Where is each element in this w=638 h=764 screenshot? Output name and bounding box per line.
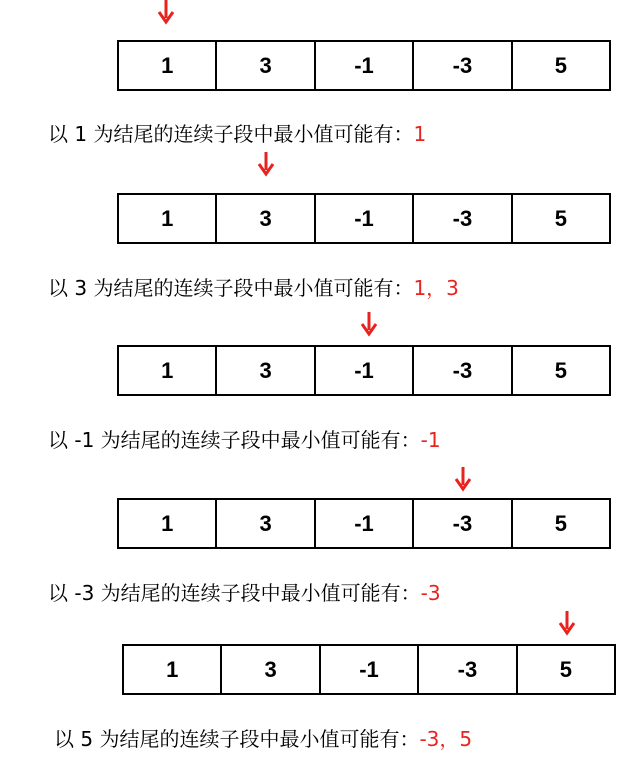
array-cell: 1 (161, 357, 174, 383)
result-text: 1，3 (413, 276, 459, 300)
caption-text: 以 -3 为结尾的连续子段中最小值可能有： (48, 581, 421, 605)
pointer-arrow-icon (453, 467, 473, 493)
array-cell: 3 (215, 347, 313, 394)
caption (48, 272, 459, 301)
caption-text: 以 3 为结尾的连续子段中最小值可能有： (48, 276, 414, 300)
caption-text: 以 -1 为结尾的连续子段中最小值可能有： (48, 428, 421, 452)
array-cell: 5 (511, 347, 609, 394)
pointer-arrow-icon (359, 312, 379, 338)
pointer-arrow-icon (256, 152, 276, 178)
array-cell: 5 (511, 500, 609, 547)
array-row (117, 40, 611, 91)
array-cell: 1 (161, 510, 174, 536)
array-cell: -3 (412, 42, 510, 89)
pointer-arrow-icon (156, 0, 176, 26)
caption-text: 以 5 为结尾的连续子段中最小值可能有： (54, 727, 420, 751)
array-cell: 3 (220, 646, 318, 693)
array-cell: 3 (215, 42, 313, 89)
result-text: -3 (420, 581, 441, 605)
array-cell: 5 (516, 646, 614, 693)
array-cell: 1 (161, 205, 174, 231)
array-cell: -1 (314, 500, 412, 547)
caption (48, 424, 441, 453)
array-cell: 1 (166, 656, 179, 682)
array-cell: -1 (314, 42, 412, 89)
array-cell: 3 (215, 195, 313, 242)
caption (54, 723, 472, 752)
pointer-arrow-icon (557, 611, 577, 637)
array-cell: 5 (511, 195, 609, 242)
array-row (122, 644, 616, 695)
array-cell: -1 (319, 646, 417, 693)
array-cell: -1 (314, 347, 412, 394)
array-cell: -3 (412, 347, 510, 394)
array-cell: 5 (511, 42, 609, 89)
result-text: -1 (420, 428, 441, 452)
result-text: 1 (413, 122, 427, 146)
caption (48, 577, 441, 606)
array-row (117, 193, 611, 244)
array-cell: 3 (215, 500, 313, 547)
array-cell: -3 (412, 195, 510, 242)
caption (48, 118, 426, 147)
array-row (117, 498, 611, 549)
array-cell: -3 (412, 500, 510, 547)
array-row (117, 345, 611, 396)
caption-text: 以 1 为结尾的连续子段中最小值可能有： (48, 122, 414, 146)
result-text: -3，5 (419, 727, 473, 751)
array-cell: -1 (314, 195, 412, 242)
array-cell: 1 (161, 52, 174, 78)
array-cell: -3 (417, 646, 515, 693)
